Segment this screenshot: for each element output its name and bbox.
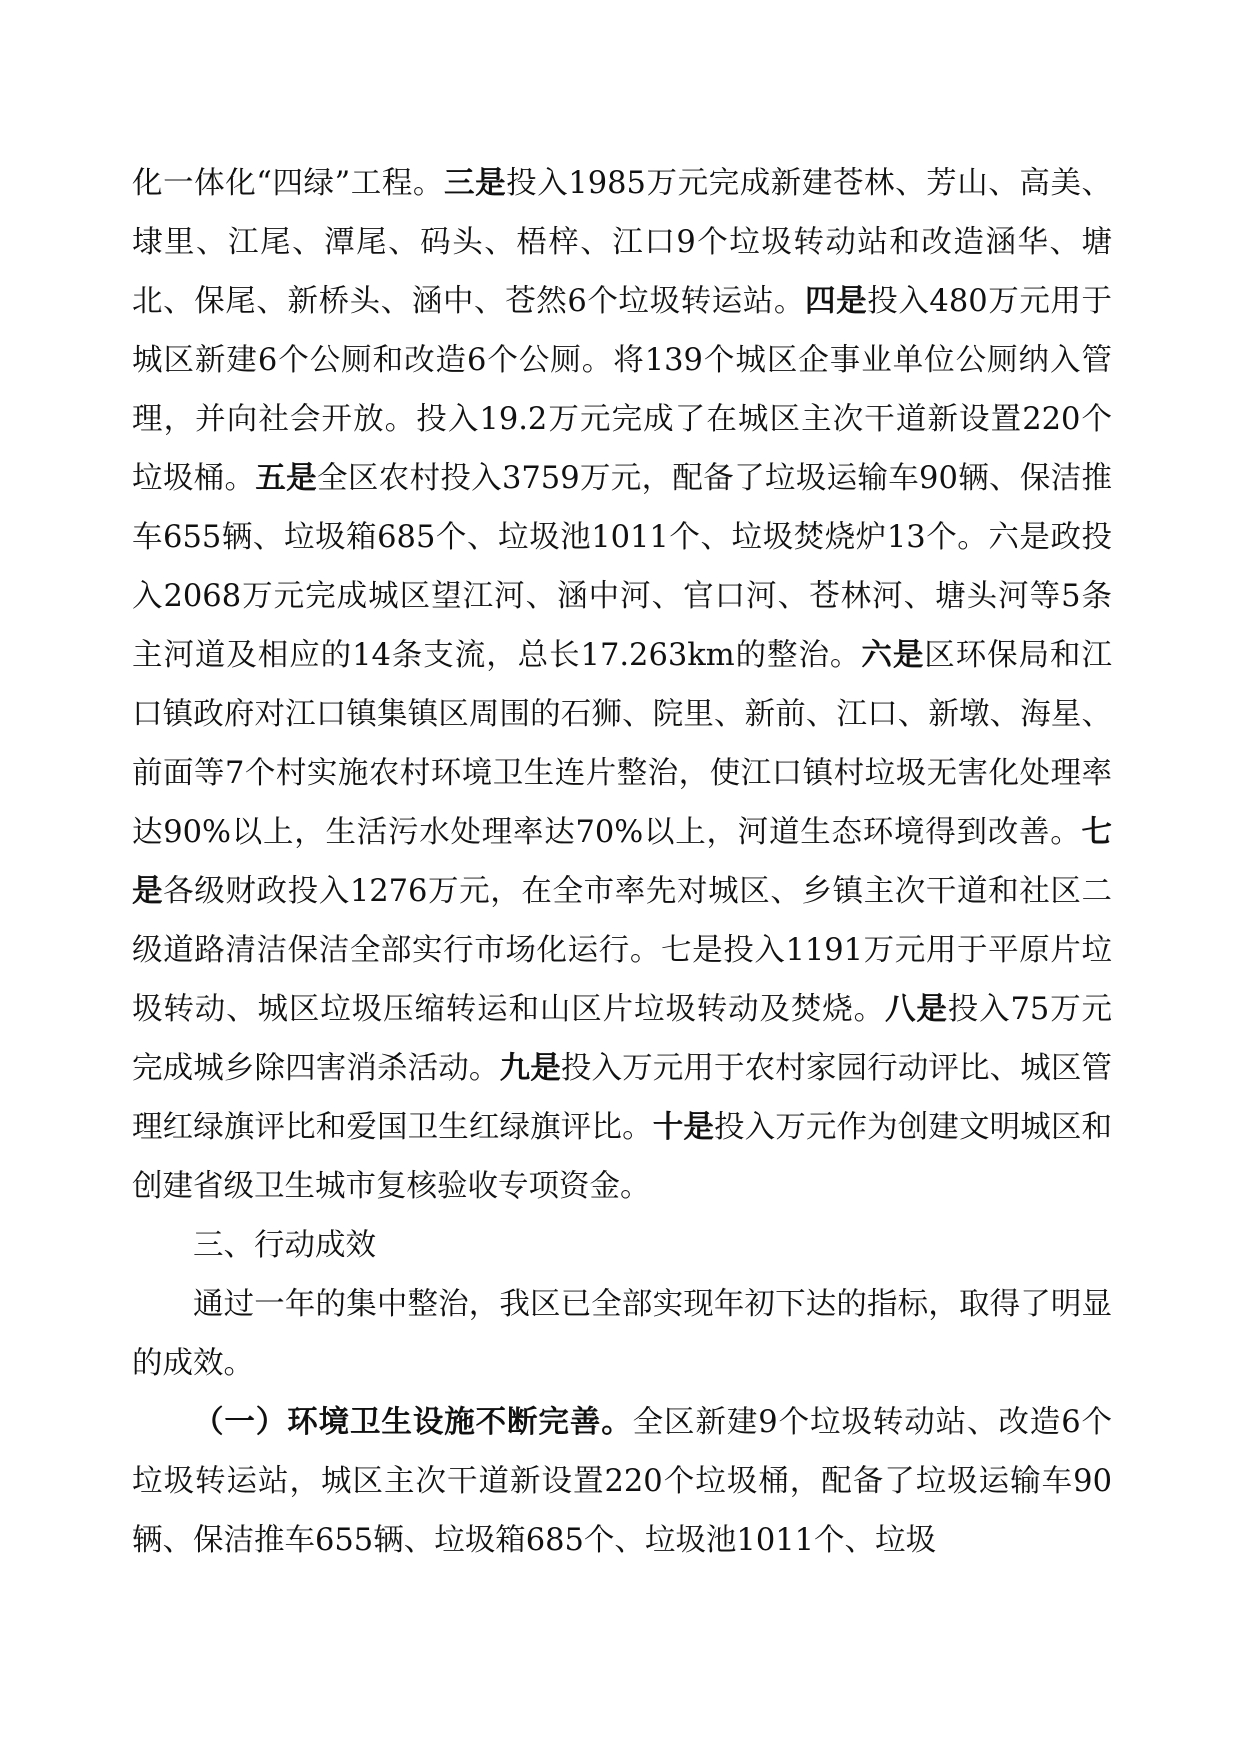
text-run: 化一体化“四绿”工程。 — [132, 166, 444, 201]
text-run: 各级财政投入1276万元，在全市率先对城区、乡镇主次干道和社区二级道路清洁保洁全部实行市场化运行。七是投入1191万元用于平原片垃圾转动、城区垃圾压缩转运和山区片垃圾转动及焚烧。 — [132, 874, 1113, 1027]
document-page — [132, 154, 1112, 1570]
text-run: 投入75万元完成城乡除四害消杀活动。 — [132, 992, 1113, 1086]
text-run: 全区新建9个垃圾转动站、改造6个垃圾转运站，城区主次干道新设置220个垃圾桶，配备了垃圾运输车90辆、保洁推车655辆、垃圾箱685个、垃圾池1011个、垃圾 — [132, 1405, 1113, 1558]
section-heading: 三、行动成效 — [193, 1228, 376, 1263]
item-marker-eight: 八是 — [884, 992, 948, 1027]
text-run: 投入480万元用于城区新建6个公厕和改造6个公厕。将139个城区企事业单位公厕纳入管理，并向社会开放。投入19.2万元完成了在城区主次干道新设置220个垃圾桶。 — [132, 284, 1113, 496]
text-run: 全区农村投入3759万元，配备了垃圾运输车90辆、保洁推车655辆、垃圾箱685个、垃圾池1011个、垃圾焚烧炉13个。六是政投入2068万元完成城区望江河、涵中河、官口河、苍林河、塘头河等5条主河道及相应的14条支流，总长17.263km的整治。 — [132, 461, 1113, 673]
item-marker-nine: 九是 — [499, 1051, 561, 1086]
item-marker-four: 四是 — [805, 284, 868, 319]
item-marker-ten: 十是 — [652, 1110, 714, 1145]
body-paragraph-facilities — [132, 1393, 1112, 1570]
item-marker-three: 三是 — [444, 166, 507, 201]
text-run: 投入万元用于农村家园行动评比、城区管理红绿旗评比和爱国卫生红绿旗评比。 — [132, 1051, 1113, 1145]
item-marker-five: 五是 — [255, 461, 317, 496]
body-paragraph-investments — [132, 154, 1112, 1216]
item-marker-six: 六是 — [861, 638, 925, 673]
text-run: 投入1985万元完成新建苍林、芳山、高美、埭里、江尾、潭尾、码头、梧梓、江口9个垃圾转动站和改造涵华、塘北、保尾、新桥头、涵中、苍然6个垃圾转运站。 — [132, 166, 1113, 319]
body-paragraph-results: 通过一年的集中整治，我区已全部实现年初下达的指标，取得了明显的成效。 — [132, 1287, 1112, 1381]
text-run: 投入万元作为创建文明城区和创建省级卫生城市复核验收专项资金。 — [132, 1110, 1113, 1204]
item-marker-seven: 七是 — [132, 815, 1112, 909]
text-run: 区环保局和江口镇政府对江口镇集镇区周围的石狮、院里、新前、江口、新墩、海星、前面等7个村实施农村环境卫生连片整治，使江口镇村垃圾无害化处理率达90%以上，生活污水处理率达70%以上，河道生态环境得到改善。 — [132, 638, 1113, 850]
subsection-heading: （一）环境卫生设施不断完善。 — [193, 1405, 633, 1440]
